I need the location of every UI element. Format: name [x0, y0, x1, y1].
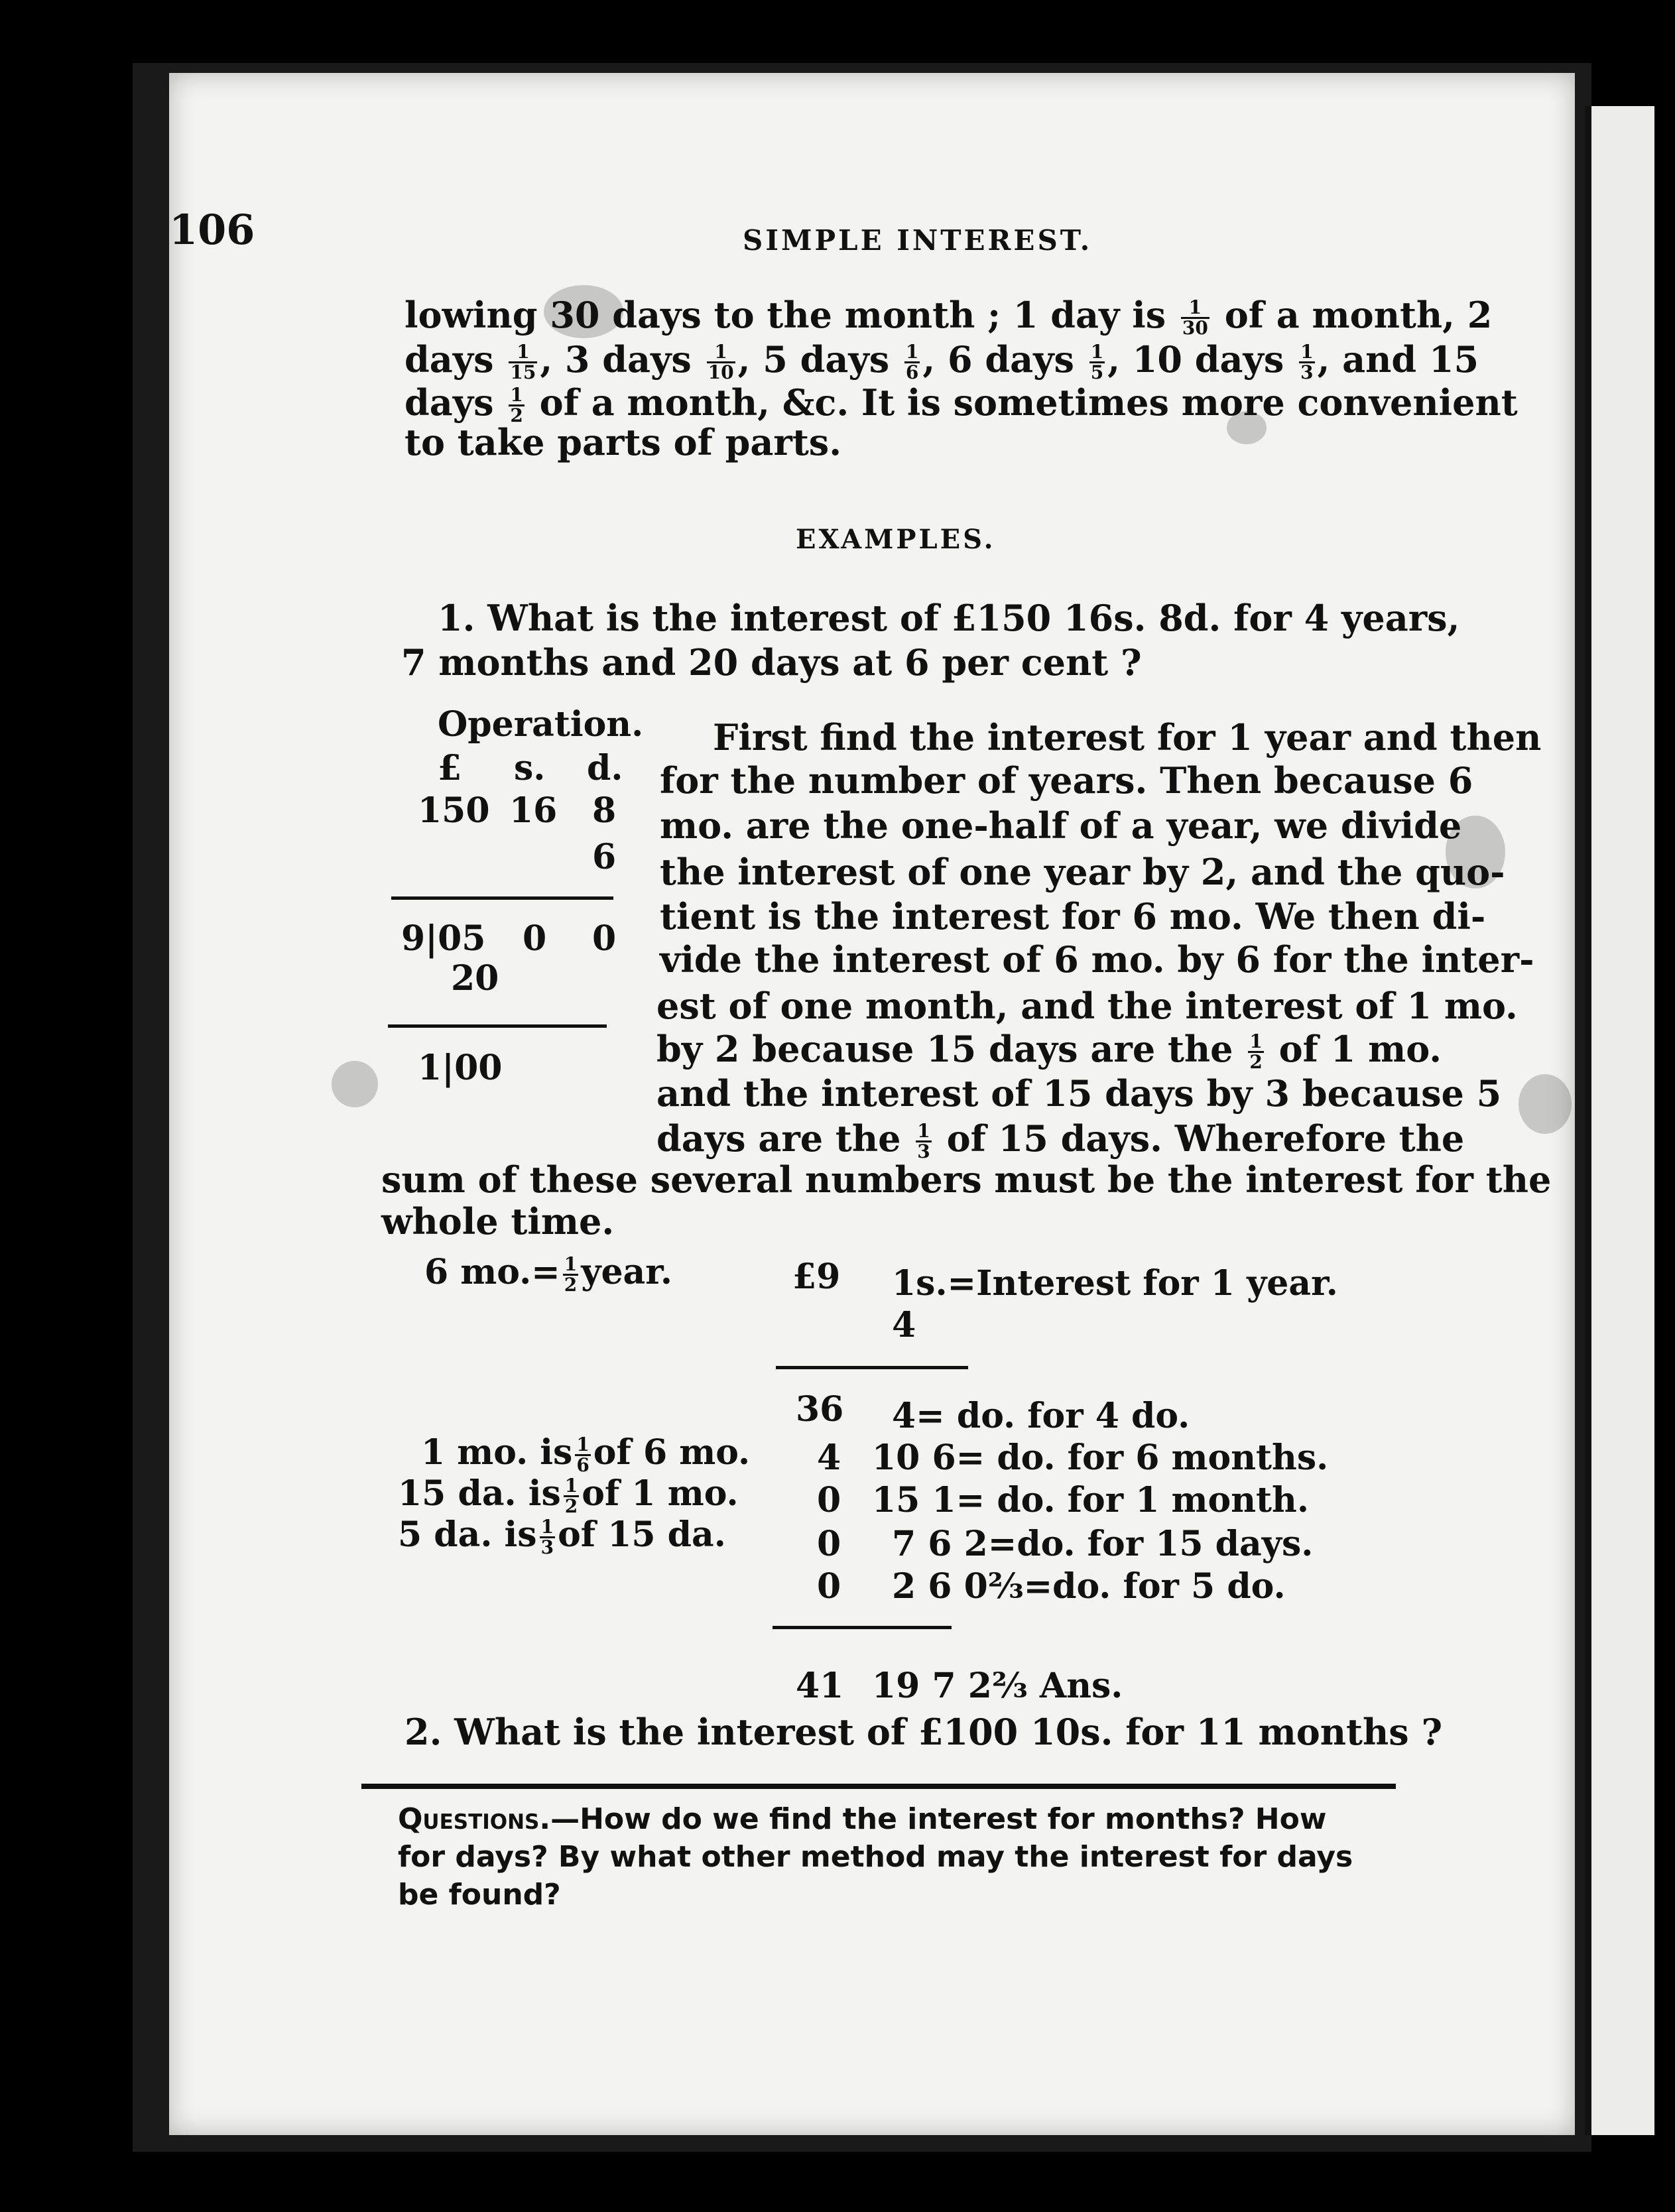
- study-questions: [398, 1800, 1379, 1914]
- facing-page-edge: [1585, 106, 1654, 2135]
- table-row-rest: 10 6= do. for 6 months.: [872, 1438, 1329, 1478]
- text-span: of a month, 2: [1224, 294, 1493, 336]
- explanation-line: [656, 1028, 1442, 1074]
- table-total-rest: 19 7 2⅔ Ans.: [872, 1666, 1123, 1706]
- fraction-denominator: 2: [564, 1274, 578, 1296]
- fraction-denominator: 2: [510, 404, 523, 427]
- example-1-question-line-2: 7 months and 20 days at 6 per cent ?: [401, 641, 1142, 684]
- questions-rule: [361, 1784, 1396, 1789]
- fraction: [1299, 343, 1314, 382]
- table-rule: [776, 1366, 968, 1369]
- text-span: of 15 days. Wherefore the: [946, 1117, 1465, 1160]
- table-row-pounds: 4: [817, 1438, 841, 1478]
- explanation-line: sum of these several numbers must be the interest for the: [381, 1158, 1552, 1201]
- intro-line-4: to take parts of parts.: [404, 421, 841, 463]
- section-heading: EXAMPLES.: [796, 524, 996, 555]
- table-row-rest: 4= do. for 4 do.: [892, 1396, 1190, 1436]
- intro-line-3: [404, 381, 1518, 427]
- fraction: [904, 343, 920, 382]
- fraction-numerator: 1: [564, 1475, 578, 1497]
- example-2-question: 2. What is the interest of £100 10s. for 11 months ?: [404, 1711, 1443, 1753]
- table-row-rest: 2 6 0⅔=do. for 5 do.: [892, 1566, 1286, 1607]
- text-span: , and 15: [1317, 338, 1479, 381]
- fraction: [1181, 298, 1210, 338]
- fraction: [1089, 343, 1105, 382]
- fraction-denominator: 2: [564, 1495, 578, 1517]
- fraction-denominator: 3: [540, 1536, 554, 1558]
- text-span: 1 mo. is: [421, 1432, 573, 1473]
- text-span: 5 da. is: [398, 1514, 537, 1555]
- fraction-denominator: 10: [708, 361, 734, 384]
- operation-rule: [388, 1024, 607, 1028]
- explanation-line: First find the interest for 1 year and then: [713, 716, 1542, 759]
- fraction-numerator: 1: [905, 341, 919, 363]
- fraction-denominator: 2: [1249, 1051, 1263, 1074]
- operation-multiplier-2: 20: [451, 958, 499, 999]
- fraction: [575, 1436, 590, 1475]
- text-span: days: [404, 381, 494, 424]
- operation-result-shillings: 0: [523, 918, 547, 959]
- fraction-denominator: 15: [510, 361, 536, 384]
- intro-line-2: [404, 338, 1479, 384]
- text-span: of 6 mo.: [593, 1432, 751, 1473]
- table-rule: [773, 1626, 952, 1629]
- fraction-numerator: 1: [509, 343, 537, 363]
- running-title: SIMPLE INTEREST.: [743, 224, 1093, 257]
- table-row-pounds: 0: [817, 1566, 841, 1607]
- fraction-numerator: 1: [540, 1516, 554, 1538]
- text-span: of 1 mo.: [582, 1473, 739, 1514]
- fraction: [916, 1122, 931, 1161]
- explanation-line: est of one month, and the interest of 1 mo.: [656, 985, 1518, 1027]
- intro-line-1: [404, 294, 1493, 339]
- text-span: lowing 30 days to the month ; 1 day is: [404, 294, 1166, 336]
- text-span: of a month, &c. It is sometimes more convenient: [539, 381, 1518, 424]
- operation-rule: [391, 896, 613, 900]
- table-left-note: [421, 1432, 750, 1475]
- operation-shillings: 16: [509, 790, 558, 831]
- table-left-note: [398, 1514, 726, 1557]
- fraction-denominator: 3: [1300, 361, 1314, 384]
- table-row-pounds: 0: [817, 1524, 841, 1564]
- fraction: [509, 386, 524, 425]
- operation-pounds: 150: [418, 790, 490, 831]
- fraction: [540, 1518, 555, 1557]
- page-number: 106: [169, 206, 255, 254]
- operation-result-2: 1|00: [418, 1048, 503, 1088]
- fraction: [509, 343, 537, 382]
- text-span: days are the: [656, 1117, 901, 1160]
- fraction-denominator: 3: [917, 1140, 930, 1163]
- fraction-numerator: 1: [1090, 341, 1104, 363]
- table-left-note: [424, 1252, 672, 1294]
- text-span: year.: [581, 1252, 672, 1292]
- table-left-note: [398, 1473, 739, 1516]
- table-row-rest: 1s.=Interest for 1 year.: [892, 1263, 1338, 1304]
- foxing-spot: [1519, 1074, 1572, 1134]
- fraction-denominator: 30: [1182, 317, 1208, 339]
- fraction-denominator: 5: [1090, 361, 1104, 384]
- explanation-line: mo. are the one-half of a year, we divide: [660, 804, 1462, 847]
- table-row-rest: 4: [892, 1305, 916, 1345]
- foxing-spot: [332, 1061, 378, 1107]
- column-header-pounds: £: [438, 748, 462, 788]
- text-span: by 2 because 15 days are the: [656, 1028, 1233, 1070]
- explanation-line: and the interest of 15 days by 3 because 5: [656, 1072, 1502, 1115]
- fraction-numerator: 1: [564, 1253, 578, 1275]
- text-span: , 6 days: [922, 338, 1074, 381]
- text-span: 6 mo.=: [424, 1252, 560, 1292]
- column-header-pence: d.: [587, 748, 623, 788]
- table-row-rest: 15 1= do. for 1 month.: [872, 1480, 1309, 1520]
- explanation-line: tient is the interest for 6 mo. We then di-: [660, 895, 1486, 938]
- fraction-numerator: 1: [917, 1120, 930, 1142]
- table-row-rest: 7 6 2=do. for 15 days.: [892, 1524, 1314, 1564]
- operation-result-pounds: 9|05: [401, 918, 486, 959]
- fraction-numerator: 1: [1300, 341, 1314, 363]
- explanation-line: the interest of one year by 2, and the quo-: [660, 851, 1505, 893]
- text-span: , 10 days: [1107, 338, 1284, 381]
- table-total-pounds: 41: [796, 1666, 844, 1706]
- operation-pence: 8: [592, 790, 617, 831]
- table-row-pounds: £9: [792, 1257, 841, 1297]
- questions-text: —How do we find the interest for months? How for days? By what other method may the interest for days be found?: [398, 1802, 1353, 1912]
- table-row-pounds: 36: [796, 1389, 844, 1430]
- column-header-shillings: s.: [514, 748, 546, 788]
- questions-lead: Questions.: [398, 1802, 551, 1836]
- fraction-numerator: 1: [707, 343, 735, 363]
- text-span: of 1 mo.: [1278, 1028, 1442, 1070]
- fraction-denominator: 6: [576, 1454, 589, 1476]
- explanation-line: for the number of years. Then because 6: [660, 759, 1473, 802]
- operation-title: Operation.: [438, 704, 644, 745]
- explanation-line: [656, 1117, 1465, 1163]
- fraction-numerator: 1: [1249, 1030, 1263, 1053]
- text-span: , 5 days: [737, 338, 890, 381]
- operation-result-pence: 0: [592, 918, 617, 959]
- table-row-pounds: 0: [817, 1480, 841, 1520]
- fraction-denominator: 6: [905, 361, 919, 384]
- operation-multiplier: 6: [592, 837, 617, 877]
- fraction-numerator: 1: [1181, 298, 1210, 319]
- text-span: of 15 da.: [558, 1514, 726, 1555]
- fraction: [564, 1477, 579, 1516]
- fraction-numerator: 1: [576, 1434, 589, 1455]
- example-1-question-line-1: 1. What is the interest of £150 16s. 8d. for 4 years,: [438, 597, 1460, 639]
- text-span: , 3 days: [540, 338, 692, 381]
- fraction: [1248, 1032, 1263, 1072]
- explanation-line: vide the interest of 6 mo. by 6 for the inter-: [660, 938, 1534, 981]
- fraction: [707, 343, 735, 382]
- explanation-line: whole time.: [381, 1200, 615, 1243]
- text-span: days: [404, 338, 494, 381]
- text-span: 15 da. is: [398, 1473, 561, 1514]
- fraction-numerator: 1: [510, 384, 523, 406]
- fraction: [563, 1255, 578, 1294]
